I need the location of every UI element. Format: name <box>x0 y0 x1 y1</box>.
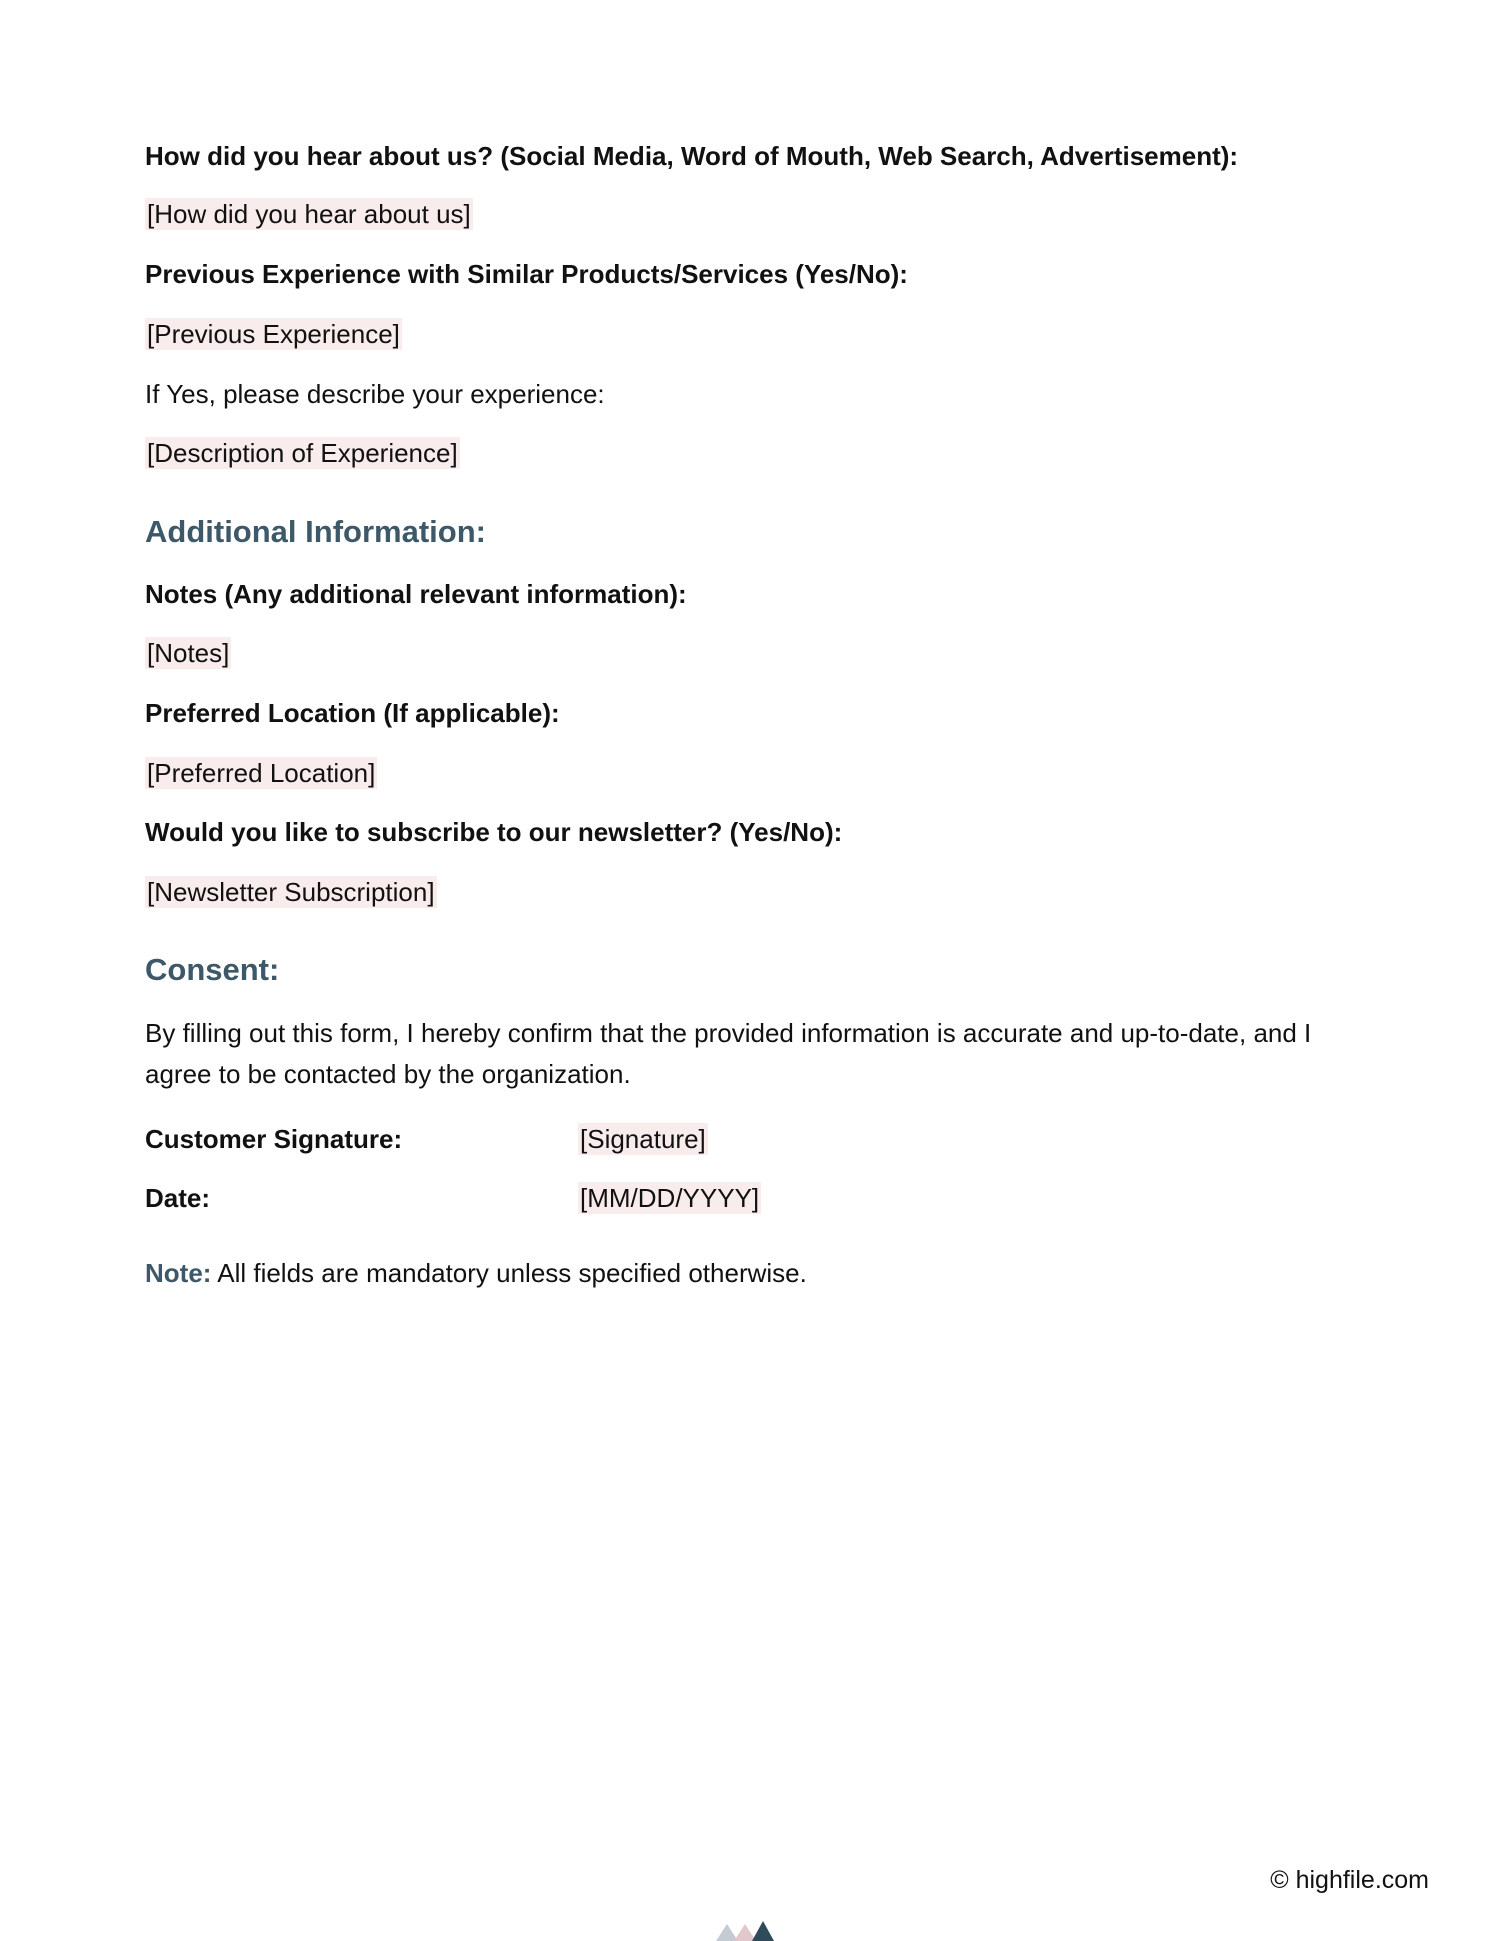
question-previous-experience: Previous Experience with Similar Products/Services (Yes/No): <box>145 259 908 289</box>
triangles-logo-icon <box>716 1921 786 1941</box>
signature-label: Customer Signature: <box>145 1124 403 1154</box>
logo-triangle-dark <box>752 1921 774 1941</box>
newsletter-label: Would you like to subscribe to our newsletter? (Yes/No): <box>145 817 843 847</box>
copyright-text: © highfile.com <box>1270 1866 1429 1894</box>
describe-experience-prompt: If Yes, please describe your experience: <box>145 379 605 409</box>
note-label: Note: <box>145 1258 212 1288</box>
note-text: All fields are mandatory unless specified otherwise. <box>211 1258 807 1288</box>
consent-heading: Consent: <box>145 952 280 987</box>
date-label: Date: <box>145 1183 211 1213</box>
logo-triangle-light <box>716 1924 738 1941</box>
logo-triangle-pink <box>734 1924 756 1941</box>
newsletter-field[interactable]: [Newsletter Subscription] <box>147 877 435 907</box>
preferred-location-field[interactable]: [Preferred Location] <box>147 758 376 788</box>
question-how-heard: How did you hear about us? (Social Media, Word of Mouth, Web Search, Advertisement): <box>145 141 1239 171</box>
preferred-location-label: Preferred Location (If applicable): <box>145 698 560 728</box>
signature-field[interactable]: [Signature] <box>580 1124 706 1154</box>
notes-field[interactable]: [Notes] <box>147 638 230 668</box>
previous-experience-field[interactable]: [Previous Experience] <box>147 319 400 349</box>
how-heard-field[interactable]: [How did you hear about us] <box>147 199 471 229</box>
consent-text: By filling out this form, I hereby confirm that the provided information is accurate and up-to-date, and I agree to be contacted by the organization. <box>145 1018 1312 1089</box>
additional-information-heading: Additional Information: <box>145 514 486 549</box>
note-line <box>145 1257 807 1289</box>
experience-description-field[interactable]: [Description of Experience] <box>147 438 458 468</box>
date-field[interactable]: [MM/DD/YYYY] <box>580 1183 760 1213</box>
notes-label: Notes (Any additional relevant information): <box>145 579 687 609</box>
